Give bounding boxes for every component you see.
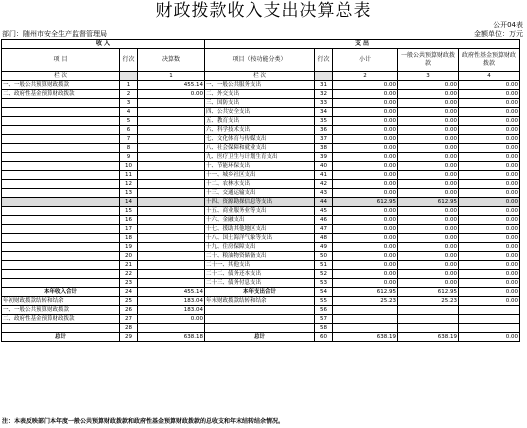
department-label: 部门：随州市安全生产监督管理局 (2, 30, 107, 38)
form-number: 公开04表 (493, 21, 523, 29)
gov-fund-amount: 0.00 (459, 171, 520, 180)
column-header-row (2, 49, 520, 72)
general-budget-amount: 0.00 (398, 207, 459, 216)
expense-item: 六、科学技术支出 (205, 126, 315, 135)
expense-item: 年末财政拨款结转和结余 (205, 297, 315, 306)
expense-item: 十三、交通运输支出 (205, 189, 315, 198)
expense-item: 九、医疗卫生与计划生育支出 (205, 153, 315, 162)
income-line-no: 18 (120, 234, 138, 243)
gov-fund-amount (459, 306, 520, 315)
expense-line-no: 45 (315, 207, 333, 216)
expense-subtotal: 0.00 (333, 117, 398, 126)
income-item (2, 234, 120, 243)
income-item (2, 198, 120, 207)
gov-fund-amount: 0.00 (459, 261, 520, 270)
income-amount (138, 108, 205, 117)
expense-line-no: 54 (315, 288, 333, 297)
section-header-row (2, 40, 520, 49)
expense-item: 四、公共安全支出 (205, 108, 315, 117)
general-budget-amount: 0.00 (398, 117, 459, 126)
expense-line-no: 31 (315, 81, 333, 90)
table-row (2, 90, 520, 99)
general-budget-amount: 0.00 (398, 81, 459, 90)
income-item (2, 270, 120, 279)
income-line-no: 29 (120, 333, 138, 342)
expense-item: 十四、资源勘探信息等支出 (205, 198, 315, 207)
income-line-header: 行次 (120, 49, 138, 72)
gov-fund-amount: 0.00 (459, 108, 520, 117)
income-amount: 455.14 (138, 81, 205, 90)
table-row (2, 153, 520, 162)
expense-item (205, 306, 315, 315)
income-amount (138, 180, 205, 189)
table-row (2, 279, 520, 288)
income-line-no: 5 (120, 117, 138, 126)
expense-item: 二十、粮油物资储备支出 (205, 252, 315, 261)
income-amount (138, 270, 205, 279)
general-budget-amount: 612.95 (398, 288, 459, 297)
table-row (2, 162, 520, 171)
expense-line-no: 48 (315, 234, 333, 243)
income-line-no: 28 (120, 324, 138, 333)
table-row (2, 243, 520, 252)
income-line-no: 26 (120, 306, 138, 315)
income-line-no: 12 (120, 180, 138, 189)
expense-subtotal: 0.00 (333, 270, 398, 279)
expense-line-no: 34 (315, 108, 333, 117)
income-amount (138, 126, 205, 135)
income-amount (138, 144, 205, 153)
col-index-1: 1 (138, 72, 205, 81)
income-line-no: 23 (120, 279, 138, 288)
income-item (2, 117, 120, 126)
income-line-no: 16 (120, 216, 138, 225)
expense-item: 十一、城乡社区支出 (205, 171, 315, 180)
general-budget-amount: 0.00 (398, 180, 459, 189)
gov-fund-amount: 0.00 (459, 270, 520, 279)
table-row (2, 306, 520, 315)
general-budget-amount: 25.23 (398, 297, 459, 306)
income-item (2, 162, 120, 171)
table-row (2, 135, 520, 144)
general-budget-header: 一般公共预算财政拨款 (398, 49, 459, 72)
expense-line-no: 42 (315, 180, 333, 189)
general-budget-amount: 0.00 (398, 135, 459, 144)
col-index-blank (120, 72, 138, 81)
general-budget-amount: 0.00 (398, 279, 459, 288)
footnote: 注：本表反映部门本年度一般公共预算财政拨款和政府性基金预算财政拨款的总收支和年末结转结余情况。 (2, 418, 285, 425)
income-item (2, 216, 120, 225)
final-amount-header: 决算数 (138, 49, 205, 72)
expense-line-no: 52 (315, 270, 333, 279)
expense-subtotal: 612.95 (333, 198, 398, 207)
general-budget-amount: 0.00 (398, 270, 459, 279)
gov-fund-amount: 0.00 (459, 297, 520, 306)
general-budget-amount: 0.00 (398, 261, 459, 270)
gov-fund-amount: 0.00 (459, 99, 520, 108)
report-title: 财政拨款收入支出决算总表 (155, 1, 372, 21)
income-line-no: 21 (120, 261, 138, 270)
expense-item: 十六、金融支出 (205, 216, 315, 225)
fiscal-summary-table (1, 39, 520, 342)
income-line-no: 4 (120, 108, 138, 117)
income-item (2, 252, 120, 261)
expense-subtotal: 0.00 (333, 180, 398, 189)
gov-fund-amount: 0.00 (459, 243, 520, 252)
income-amount: 455.14 (138, 288, 205, 297)
expense-subtotal: 0.00 (333, 153, 398, 162)
general-budget-amount: 638.19 (398, 333, 459, 342)
income-item (2, 189, 120, 198)
income-line-no: 24 (120, 288, 138, 297)
table-row (2, 252, 520, 261)
table-row (2, 117, 520, 126)
income-amount (138, 243, 205, 252)
gov-fund-amount: 0.00 (459, 162, 520, 171)
expense-line-no: 40 (315, 162, 333, 171)
income-item: 总计 (2, 333, 120, 342)
gov-fund-amount: 0.00 (459, 189, 520, 198)
expense-subtotal (333, 324, 398, 333)
gov-fund-amount: 0.00 (459, 126, 520, 135)
income-item (2, 279, 120, 288)
income-amount (138, 162, 205, 171)
expense-item: 一、一般公共服务支出 (205, 81, 315, 90)
general-budget-amount: 0.00 (398, 153, 459, 162)
column-index-row (2, 72, 520, 81)
gov-fund-amount: 0.00 (459, 144, 520, 153)
expense-item (205, 324, 315, 333)
income-amount: 183.04 (138, 297, 205, 306)
table-row (2, 198, 520, 207)
col-label-right: 栏 次 (205, 72, 315, 81)
expense-item: 十七、援助其他地区支出 (205, 225, 315, 234)
gov-fund-amount: 0.00 (459, 81, 520, 90)
income-item (2, 180, 120, 189)
income-amount: 638.18 (138, 333, 205, 342)
expense-subtotal (333, 306, 398, 315)
income-item: 二、政府性基金预算财政拨款 (2, 90, 120, 99)
general-budget-amount: 0.00 (398, 90, 459, 99)
table-row (2, 297, 520, 306)
income-line-no: 19 (120, 243, 138, 252)
income-item: 二、政府性基金预算财政拨款 (2, 315, 120, 324)
income-amount (138, 117, 205, 126)
expense-subtotal: 0.00 (333, 90, 398, 99)
general-budget-amount: 0.00 (398, 126, 459, 135)
income-item-header: 项 目 (2, 49, 120, 72)
income-line-no: 7 (120, 135, 138, 144)
income-item (2, 99, 120, 108)
table-row (2, 315, 520, 324)
gov-fund-amount: 0.00 (459, 216, 520, 225)
expense-line-no: 57 (315, 315, 333, 324)
general-budget-amount: 0.00 (398, 144, 459, 153)
expense-subtotal: 0.00 (333, 234, 398, 243)
table-row (2, 99, 520, 108)
gov-fund-header: 政府性基金预算财政拨款 (459, 49, 520, 72)
income-item (2, 225, 120, 234)
income-item (2, 126, 120, 135)
expense-item: 八、社会保障和就业支出 (205, 144, 315, 153)
expense-line-no: 56 (315, 306, 333, 315)
table-row (2, 288, 520, 297)
expense-subtotal: 0.00 (333, 108, 398, 117)
amount-unit-label: 金额单位：万元 (474, 30, 523, 38)
general-budget-amount: 612.95 (398, 198, 459, 207)
expense-item: 二、外交支出 (205, 90, 315, 99)
income-item (2, 171, 120, 180)
expense-subtotal: 0.00 (333, 261, 398, 270)
expense-line-no: 55 (315, 297, 333, 306)
expense-item: 五、教育支出 (205, 117, 315, 126)
income-amount (138, 261, 205, 270)
expense-item: 二十二、债务还本支出 (205, 270, 315, 279)
table-row (2, 189, 520, 198)
expense-line-no: 44 (315, 198, 333, 207)
table-row (2, 180, 520, 189)
subtotal-header: 小计 (333, 49, 398, 72)
general-budget-amount: 0.00 (398, 189, 459, 198)
expense-subtotal: 0.00 (333, 216, 398, 225)
expense-subtotal: 0.00 (333, 162, 398, 171)
expense-line-no: 50 (315, 252, 333, 261)
income-item (2, 243, 120, 252)
income-line-no: 27 (120, 315, 138, 324)
income-line-no: 20 (120, 252, 138, 261)
expense-subtotal: 0.00 (333, 252, 398, 261)
income-line-no: 17 (120, 225, 138, 234)
table-row (2, 333, 520, 342)
expense-subtotal: 0.00 (333, 243, 398, 252)
table-row (2, 225, 520, 234)
expense-line-no: 53 (315, 279, 333, 288)
expense-line-no: 58 (315, 324, 333, 333)
expense-subtotal: 0.00 (333, 207, 398, 216)
table-row (2, 261, 520, 270)
expense-line-no: 46 (315, 216, 333, 225)
expense-item: 十二、农林水支出 (205, 180, 315, 189)
income-item (2, 153, 120, 162)
income-amount (138, 225, 205, 234)
gov-fund-amount: 0.00 (459, 288, 520, 297)
income-amount (138, 216, 205, 225)
expense-item: 三、国防支出 (205, 99, 315, 108)
expense-item: 总计 (205, 333, 315, 342)
table-row (2, 216, 520, 225)
income-line-no: 22 (120, 270, 138, 279)
expense-subtotal: 0.00 (333, 135, 398, 144)
income-header: 收 入 (2, 40, 205, 49)
expense-line-no: 47 (315, 225, 333, 234)
table-row (2, 324, 520, 333)
gov-fund-amount: 0.00 (459, 198, 520, 207)
expense-line-no: 36 (315, 126, 333, 135)
expense-item: 十九、住房保障支出 (205, 243, 315, 252)
general-budget-amount: 0.00 (398, 216, 459, 225)
income-amount (138, 171, 205, 180)
income-amount (138, 135, 205, 144)
gov-fund-amount: 0.00 (459, 207, 520, 216)
expense-item (205, 315, 315, 324)
col-index-4: 4 (459, 72, 520, 81)
income-amount (138, 324, 205, 333)
income-line-no: 14 (120, 198, 138, 207)
expense-subtotal: 0.00 (333, 126, 398, 135)
expense-header: 支 出 (205, 40, 520, 49)
income-amount (138, 99, 205, 108)
col-label-left: 栏 次 (2, 72, 120, 81)
gov-fund-amount: 0.00 (459, 234, 520, 243)
income-amount (138, 198, 205, 207)
income-amount (138, 234, 205, 243)
general-budget-amount: 0.00 (398, 108, 459, 117)
table-row (2, 207, 520, 216)
income-amount (138, 153, 205, 162)
general-budget-amount: 0.00 (398, 99, 459, 108)
gov-fund-amount: 0.00 (459, 252, 520, 261)
table-row (2, 108, 520, 117)
expense-subtotal: 638.19 (333, 333, 398, 342)
expense-line-no: 39 (315, 153, 333, 162)
gov-fund-amount: 0.00 (459, 225, 520, 234)
expense-subtotal: 612.95 (333, 288, 398, 297)
income-item (2, 261, 120, 270)
expense-line-no: 43 (315, 189, 333, 198)
income-line-no: 8 (120, 144, 138, 153)
expense-subtotal: 0.00 (333, 171, 398, 180)
general-budget-amount: 0.00 (398, 234, 459, 243)
expense-subtotal (333, 315, 398, 324)
expense-line-no: 60 (315, 333, 333, 342)
income-line-no: 13 (120, 189, 138, 198)
gov-fund-amount (459, 324, 520, 333)
general-budget-amount (398, 315, 459, 324)
col-index-3: 3 (398, 72, 459, 81)
general-budget-amount (398, 324, 459, 333)
income-amount (138, 189, 205, 198)
gov-fund-amount: 0.00 (459, 90, 520, 99)
table-row (2, 81, 520, 90)
expense-line-no: 33 (315, 99, 333, 108)
expense-item: 十八、国土海洋气象等支出 (205, 234, 315, 243)
expense-line-no: 41 (315, 171, 333, 180)
income-line-no: 1 (120, 81, 138, 90)
expense-item: 七、文化体育与传媒支出 (205, 135, 315, 144)
income-amount: 0.00 (138, 315, 205, 324)
income-item: 本年收入合计 (2, 288, 120, 297)
expense-item: 十五、商业服务业等支出 (205, 207, 315, 216)
table-row (2, 171, 520, 180)
table-row (2, 270, 520, 279)
expense-line-no: 32 (315, 90, 333, 99)
expense-line-no: 38 (315, 144, 333, 153)
expense-item-header: 项目（按功能分类） (205, 49, 315, 72)
gov-fund-amount: 0.00 (459, 279, 520, 288)
gov-fund-amount: 0.00 (459, 135, 520, 144)
general-budget-amount: 0.00 (398, 243, 459, 252)
expense-line-no: 37 (315, 135, 333, 144)
expense-subtotal: 0.00 (333, 189, 398, 198)
expense-item: 十、节能环保支出 (205, 162, 315, 171)
gov-fund-amount: 0.00 (459, 117, 520, 126)
income-item (2, 108, 120, 117)
income-amount (138, 279, 205, 288)
income-line-no: 2 (120, 90, 138, 99)
income-amount (138, 252, 205, 261)
gov-fund-amount (459, 315, 520, 324)
income-item: 一、一般公共预算财政拨款 (2, 81, 120, 90)
general-budget-amount: 0.00 (398, 171, 459, 180)
general-budget-amount: 0.00 (398, 162, 459, 171)
expense-line-no: 51 (315, 261, 333, 270)
income-item (2, 135, 120, 144)
general-budget-amount: 0.00 (398, 225, 459, 234)
general-budget-amount: 0.00 (398, 252, 459, 261)
expense-subtotal: 0.00 (333, 99, 398, 108)
expense-subtotal: 0.00 (333, 81, 398, 90)
income-line-no: 6 (120, 126, 138, 135)
expense-subtotal: 0.00 (333, 279, 398, 288)
general-budget-amount (398, 306, 459, 315)
income-item: 年初财政拨款结转和结余 (2, 297, 120, 306)
col-index-blank (315, 72, 333, 81)
income-item: 一、一般公共预算财政拨款 (2, 306, 120, 315)
gov-fund-amount: 0.00 (459, 333, 520, 342)
income-amount: 183.04 (138, 306, 205, 315)
income-amount (138, 207, 205, 216)
expense-subtotal: 25.23 (333, 297, 398, 306)
expense-line-no: 35 (315, 117, 333, 126)
gov-fund-amount: 0.00 (459, 180, 520, 189)
table-row (2, 144, 520, 153)
expense-item: 二十三、债务付息支出 (205, 279, 315, 288)
income-amount: 0.00 (138, 90, 205, 99)
expense-line-header: 行次 (315, 49, 333, 72)
expense-subtotal: 0.00 (333, 144, 398, 153)
table-row (2, 126, 520, 135)
income-line-no: 15 (120, 207, 138, 216)
expense-item: 本年支出合计 (205, 288, 315, 297)
table-row (2, 234, 520, 243)
income-line-no: 10 (120, 162, 138, 171)
expense-item: 二十一、其他支出 (205, 261, 315, 270)
income-line-no: 9 (120, 153, 138, 162)
income-item (2, 324, 120, 333)
income-item (2, 207, 120, 216)
col-index-2: 2 (333, 72, 398, 81)
expense-line-no: 49 (315, 243, 333, 252)
income-item (2, 144, 120, 153)
gov-fund-amount: 0.00 (459, 153, 520, 162)
income-line-no: 3 (120, 99, 138, 108)
income-line-no: 25 (120, 297, 138, 306)
income-line-no: 11 (120, 171, 138, 180)
expense-subtotal: 0.00 (333, 225, 398, 234)
